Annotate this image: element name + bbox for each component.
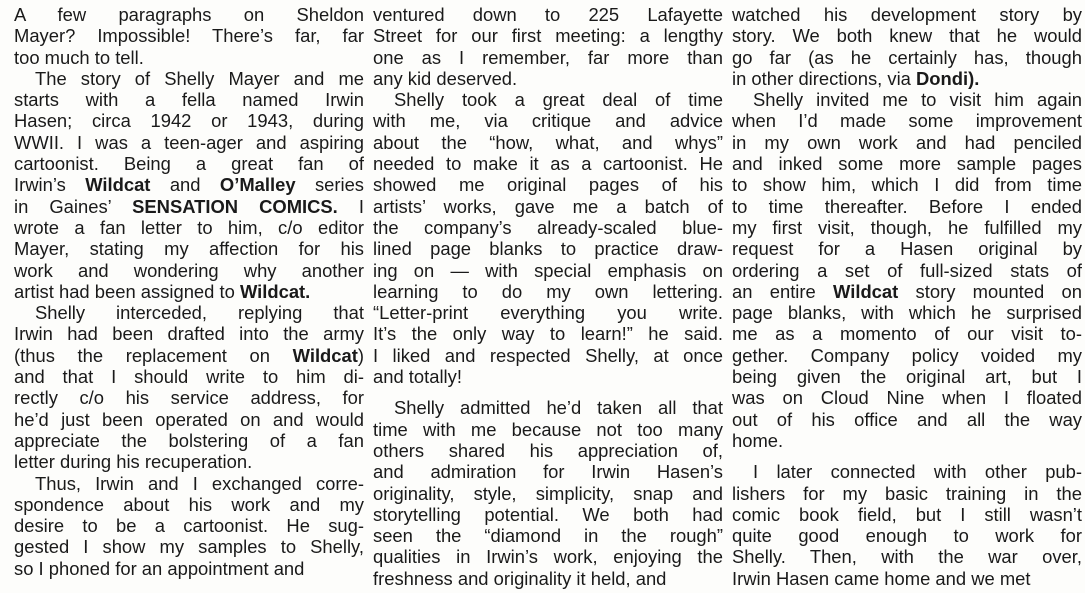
bold-title: Wildcat. bbox=[239, 280, 311, 302]
text-line bbox=[14, 238, 364, 259]
text-line bbox=[14, 515, 364, 536]
text-line bbox=[373, 47, 723, 68]
text-run: Irwin Hasen came home and we met bbox=[732, 567, 1031, 589]
text-run: work and wondering why another bbox=[14, 259, 364, 281]
text-run: with me, via critique and advice bbox=[373, 110, 723, 132]
text-line bbox=[732, 174, 1082, 195]
text-line bbox=[14, 89, 364, 110]
text-run: I bbox=[337, 195, 364, 217]
text-run: to show him, which I did from time bbox=[732, 174, 1082, 196]
text-line bbox=[373, 461, 723, 482]
text-line bbox=[14, 430, 364, 451]
text-run: Shelly took a great deal of time bbox=[394, 89, 723, 111]
text-run: time with me because not too many bbox=[373, 418, 723, 440]
text-line bbox=[373, 68, 723, 89]
text-line bbox=[732, 525, 1082, 546]
text-line bbox=[14, 345, 364, 366]
text-run: and bbox=[150, 174, 220, 196]
text-line bbox=[732, 302, 1082, 323]
text-line bbox=[14, 174, 364, 195]
text-line bbox=[373, 25, 723, 46]
text-run: quite good enough to work for bbox=[732, 525, 1082, 547]
text-run: request for a Hasen original by bbox=[732, 238, 1082, 260]
text-run: Irwin had been drafted into the army bbox=[14, 323, 364, 345]
text-line bbox=[732, 461, 1082, 482]
text-run: Thus, Irwin and I exchanged corre- bbox=[35, 472, 364, 494]
text-line bbox=[14, 68, 364, 89]
text-run: others shared his appreciation of, bbox=[373, 439, 723, 461]
text-line bbox=[732, 196, 1082, 217]
bold-title: SENSATION COMICS. bbox=[132, 195, 338, 217]
text-line bbox=[14, 451, 364, 472]
text-run: Shelly. Then, with the war over, bbox=[732, 546, 1082, 568]
text-run: out of his office and all the way bbox=[732, 408, 1082, 430]
text-line bbox=[373, 132, 723, 153]
text-line bbox=[732, 409, 1082, 430]
text-line bbox=[14, 132, 364, 153]
text-line bbox=[373, 238, 723, 259]
text-run: Shelly invited me to visit him again bbox=[753, 89, 1082, 111]
text-line bbox=[14, 4, 364, 25]
text-run: artist had been assigned to bbox=[14, 280, 240, 302]
text-line bbox=[373, 419, 723, 440]
text-line bbox=[373, 196, 723, 217]
text-run: cartoonist. Being a great fan of bbox=[14, 153, 364, 175]
text-run: letter during his recuperation. bbox=[14, 451, 253, 473]
text-run: home. bbox=[732, 429, 784, 451]
text-run: Shelly interceded, replying that bbox=[35, 302, 364, 324]
text-run: any kid deserved. bbox=[373, 67, 518, 89]
text-line bbox=[732, 238, 1082, 259]
text-run: lined page blanks to practice draw- bbox=[373, 238, 723, 260]
text-line bbox=[732, 47, 1082, 68]
text-run: starts with a fella named Irwin bbox=[14, 89, 364, 111]
text-run: Street for our first meeting: a lengthy bbox=[373, 25, 723, 47]
text-run: storytelling potential. We both had bbox=[373, 503, 723, 525]
text-line bbox=[732, 387, 1082, 408]
text-column-1 bbox=[14, 4, 364, 579]
text-run: gether. Company policy voided my bbox=[732, 344, 1082, 366]
text-run: too much to tell. bbox=[14, 46, 144, 68]
text-run: me as a momento of our visit to- bbox=[732, 323, 1082, 345]
text-run: rectly c/o his service address, for bbox=[14, 387, 364, 409]
text-run: Shelly admitted he’d taken all that bbox=[394, 397, 723, 419]
text-line bbox=[732, 68, 1082, 89]
bold-title: Wildcat bbox=[292, 344, 358, 366]
text-line bbox=[732, 153, 1082, 174]
text-line bbox=[373, 440, 723, 461]
text-run: freshness and originality it held, and bbox=[373, 567, 667, 589]
text-run: Mayer? Impossible! There’s far, far bbox=[14, 25, 364, 47]
text-line bbox=[14, 153, 364, 174]
text-line bbox=[373, 397, 723, 418]
text-line bbox=[732, 504, 1082, 525]
text-run: when I’d made some improvement bbox=[732, 110, 1082, 132]
text-run: The story of Shelly Mayer and me bbox=[35, 67, 364, 89]
bold-title: Wildcat bbox=[85, 174, 151, 196]
text-line bbox=[373, 4, 723, 25]
text-line bbox=[373, 302, 723, 323]
text-run: series bbox=[295, 174, 364, 196]
text-run: “Letter-print everything you write. bbox=[373, 302, 723, 324]
text-run: Hasen; circa 1942 or 1943, during bbox=[14, 110, 364, 132]
text-run: about the “how, what, and whys” bbox=[373, 131, 723, 153]
text-line bbox=[14, 47, 364, 68]
text-line bbox=[14, 302, 364, 323]
text-run: was on Cloud Nine when I floated bbox=[732, 387, 1082, 409]
bold-title: O’Malley bbox=[219, 174, 296, 196]
text-line bbox=[14, 25, 364, 46]
text-run: and inked some more sample pages bbox=[732, 153, 1082, 175]
text-run: I later connected with other pub- bbox=[753, 461, 1082, 483]
text-run: originality, style, simplicity, snap and bbox=[373, 482, 723, 504]
text-run: being given the original art, but I bbox=[732, 366, 1082, 388]
text-line bbox=[732, 568, 1082, 589]
text-column-3 bbox=[732, 4, 1082, 589]
text-line bbox=[732, 132, 1082, 153]
text-line bbox=[14, 217, 364, 238]
text-run: learning to do my own lettering. bbox=[373, 280, 723, 302]
text-column-2 bbox=[373, 4, 723, 589]
text-run: ordering a set of full-sized stats of bbox=[732, 259, 1082, 281]
text-line bbox=[14, 387, 364, 408]
text-line bbox=[732, 25, 1082, 46]
text-run: spondence about his work and my bbox=[14, 493, 364, 515]
text-run: story mounted on bbox=[898, 280, 1082, 302]
text-line bbox=[732, 345, 1082, 366]
text-line bbox=[14, 494, 364, 515]
text-line bbox=[732, 89, 1082, 110]
text-line bbox=[14, 110, 364, 131]
text-line bbox=[373, 89, 723, 110]
text-line bbox=[373, 546, 723, 567]
text-line bbox=[732, 217, 1082, 238]
text-line bbox=[14, 558, 364, 579]
text-run: A few paragraphs on Sheldon bbox=[14, 4, 364, 25]
text-line bbox=[732, 323, 1082, 344]
text-run: WWII. I was a teen-ager and aspiring bbox=[14, 131, 364, 153]
text-line bbox=[373, 174, 723, 195]
text-line bbox=[373, 504, 723, 525]
text-line bbox=[732, 430, 1082, 451]
text-run: It’s the only way to learn!” he said. bbox=[373, 323, 723, 345]
text-run: (thus the replacement on bbox=[14, 344, 293, 366]
text-run: to time thereafter. Before I ended bbox=[732, 195, 1082, 217]
text-line bbox=[732, 260, 1082, 281]
text-line bbox=[14, 281, 364, 302]
text-line bbox=[373, 281, 723, 302]
text-line bbox=[14, 196, 364, 217]
text-line bbox=[732, 281, 1082, 302]
text-run: ing on — with special emphasis on bbox=[373, 259, 723, 281]
text-run: so I phoned for an appointment and bbox=[14, 557, 305, 579]
text-run: ) bbox=[357, 344, 364, 366]
text-run: and totally! bbox=[373, 366, 462, 388]
text-run: in Gaines’ bbox=[14, 195, 133, 217]
text-run: artists’ works, gave me a batch of bbox=[373, 195, 723, 217]
text-line bbox=[373, 153, 723, 174]
text-run: one as I remember, far more than bbox=[373, 46, 723, 68]
text-run: wrote a fan letter to him, c/o editor bbox=[14, 216, 364, 238]
text-line bbox=[373, 217, 723, 238]
text-run: the company’s already-scaled blue- bbox=[373, 216, 723, 238]
text-run: ventured down to 225 Lafayette bbox=[373, 4, 723, 25]
text-line bbox=[373, 366, 723, 387]
text-run: and admiration for Irwin Hasen’s bbox=[373, 461, 723, 483]
text-run: appreciate the bolstering of a fan bbox=[14, 429, 364, 451]
text-run: in my own work and had penciled bbox=[732, 131, 1082, 153]
bold-title: Dondi). bbox=[916, 67, 980, 89]
text-line bbox=[14, 536, 364, 557]
text-run: desire to be a cartoonist. He sug- bbox=[14, 515, 364, 537]
text-line bbox=[14, 366, 364, 387]
text-line bbox=[373, 260, 723, 281]
text-line bbox=[373, 568, 723, 589]
text-run: showed me original pages of his bbox=[373, 174, 723, 196]
text-line bbox=[373, 525, 723, 546]
text-run: page blanks, with which he surprised bbox=[732, 302, 1082, 324]
text-line bbox=[14, 409, 364, 430]
text-run: seen the “diamond in the rough” bbox=[373, 525, 723, 547]
text-line bbox=[14, 323, 364, 344]
text-line bbox=[732, 366, 1082, 387]
text-run: needed to make it as a cartoonist. He bbox=[373, 153, 723, 175]
text-run: watched his development story by bbox=[732, 4, 1082, 25]
text-line bbox=[373, 483, 723, 504]
text-run: my first visit, though, he fulfilled my bbox=[732, 216, 1082, 238]
text-run: he’d just been operated on and would bbox=[14, 408, 364, 430]
text-line bbox=[732, 4, 1082, 25]
text-line bbox=[732, 546, 1082, 567]
text-run: and that I should write to him di- bbox=[14, 366, 364, 388]
text-run: in other directions, via bbox=[732, 67, 916, 89]
text-line bbox=[732, 483, 1082, 504]
text-run: qualities in Irwin’s work, enjoying the bbox=[373, 546, 723, 568]
text-run: Mayer, stating my affection for his bbox=[14, 238, 364, 260]
text-line bbox=[732, 110, 1082, 131]
text-line bbox=[14, 260, 364, 281]
text-line bbox=[373, 110, 723, 131]
bold-title: Wildcat bbox=[833, 280, 899, 302]
text-run: lishers for my basic training in the bbox=[732, 482, 1082, 504]
text-run: story. We both knew that he would bbox=[732, 25, 1082, 47]
text-run: comic book field, but I still wasn’t bbox=[732, 503, 1082, 525]
text-run: go far (as he certainly has, though bbox=[732, 46, 1082, 68]
text-line bbox=[14, 473, 364, 494]
text-line bbox=[373, 345, 723, 366]
text-run: an entire bbox=[732, 280, 834, 302]
text-run: I liked and respected Shelly, at once bbox=[373, 344, 723, 366]
text-run: gested I show my samples to Shelly, bbox=[14, 536, 364, 558]
text-line bbox=[373, 323, 723, 344]
text-run: Irwin’s bbox=[14, 174, 86, 196]
